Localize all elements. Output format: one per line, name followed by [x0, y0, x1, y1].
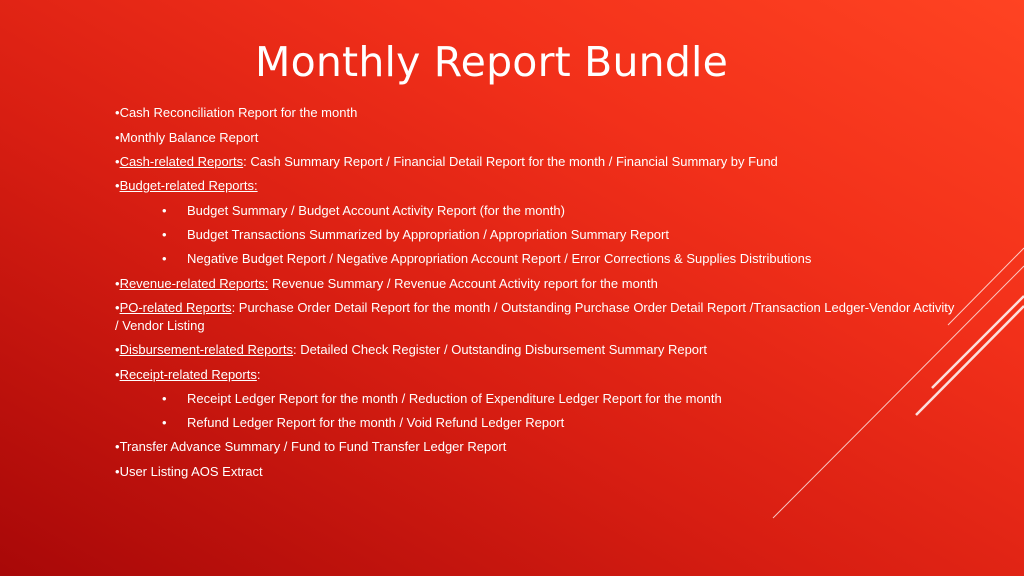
sub-bullet: • [162, 203, 167, 218]
list-item-po-related [115, 299, 957, 335]
receipt-related-reports-link[interactable]: Receipt-related Reports [119, 367, 257, 382]
item-text: Cash Reconciliation Report for the month [119, 105, 358, 120]
bullet: • [115, 300, 120, 315]
budget-related-reports-link[interactable]: Budget-related Reports: [119, 178, 258, 193]
bullet: • [115, 178, 120, 193]
list-item-budget-related [115, 177, 258, 195]
list-item-cash-reconciliation [115, 104, 357, 122]
item-text: Negative Budget Report / Negative Appropriation Account Report / Error Corrections & Supplies Distributions [187, 251, 812, 266]
item-text: : Cash Summary Report / Financial Detail Report for the month / Financial Summary by Fund [243, 154, 778, 169]
item-text: : Purchase Order Detail Report for the month / Outstanding Purchase Order Detail Report /Transaction Ledger-Vendor Activity / Vendor Listing [115, 300, 955, 333]
sub-bullet: • [162, 415, 167, 430]
item-text: Budget Summary / Budget Account Activity Report (for the month) [187, 203, 565, 218]
list-item-cash-related [115, 153, 778, 171]
sub-item-refund-ledger [162, 414, 564, 432]
sub-item-budget-transactions [162, 226, 669, 244]
item-text: Monthly Balance Report [119, 130, 259, 145]
list-item-disbursement-related [115, 341, 707, 359]
bullet: • [115, 130, 120, 145]
sub-item-budget-summary [162, 202, 565, 220]
list-item-revenue-related [115, 275, 658, 293]
item-text: Refund Ledger Report for the month / Void Refund Ledger Report [187, 415, 565, 430]
item-text: Receipt Ledger Report for the month / Reduction of Expenditure Ledger Report for the month [187, 391, 722, 406]
cash-related-reports-link[interactable]: Cash-related Reports [119, 154, 244, 169]
po-related-reports-link[interactable]: PO-related Reports [119, 300, 232, 315]
revenue-related-reports-link[interactable]: Revenue-related Reports: [119, 276, 269, 291]
bullet: • [115, 276, 120, 291]
sub-bullet: • [162, 227, 167, 242]
bullet: • [115, 367, 120, 382]
sub-bullet: • [162, 391, 167, 406]
bullet: • [115, 154, 120, 169]
list-item-monthly-balance [115, 129, 258, 147]
bullet: • [115, 105, 120, 120]
list-item-transfer-advance [115, 438, 506, 456]
bullet: • [115, 439, 120, 454]
disbursement-related-reports-link[interactable]: Disbursement-related Reports [119, 342, 293, 357]
sub-item-negative-budget [162, 250, 811, 268]
list-item-receipt-related [115, 366, 260, 384]
list-item-user-listing [115, 463, 263, 481]
sub-item-receipt-ledger [162, 390, 722, 408]
item-text: User Listing AOS Extract [119, 464, 263, 479]
item-text: : [256, 367, 261, 382]
bullet: • [115, 342, 120, 357]
item-text: Transfer Advance Summary / Fund to Fund Transfer Ledger Report [119, 439, 507, 454]
page-title: Monthly Report Bundle [255, 38, 729, 86]
item-text: Revenue Summary / Revenue Account Activity report for the month [268, 276, 658, 291]
bullet: • [115, 464, 120, 479]
item-text: : Detailed Check Register / Outstanding Disbursement Summary Report [292, 342, 707, 357]
item-text: Budget Transactions Summarized by Appropriation / Appropriation Summary Report [187, 227, 669, 242]
deco-line-1 [948, 248, 1024, 325]
sub-bullet: • [162, 251, 167, 266]
